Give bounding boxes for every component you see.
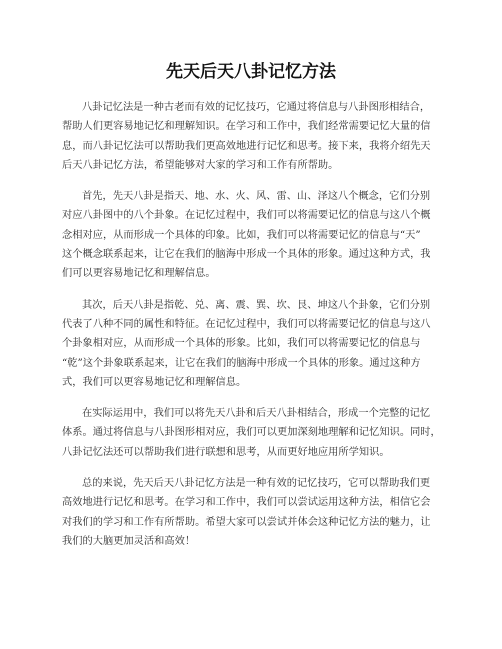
paragraph — [62, 474, 442, 551]
paragraph-line: 帮助人们更容易地记忆和理解知识。在学习和工作中，我们经常需要记忆大量的信 — [62, 121, 431, 133]
paragraph-line: 在实际运用中，我们可以将先天八卦和后天八卦相结合，形成一个完整的记忆 — [82, 408, 431, 420]
paragraph-line: 首先，先天八卦是指天、地、水、火、风、雷、山、泽这八个概念，它们分别 — [82, 191, 431, 203]
paragraph-line: 总的来说，先天后天八卦记忆方法是一种有效的记忆技巧，它可以帮助我们更 — [82, 478, 431, 490]
paragraph-line: 念相对应，从而形成一个具体的印象。比如，我们可以将需要记忆的信息与“天” — [62, 229, 421, 241]
paragraph-line: 八卦记忆法是一种古老而有效的记忆技巧，它通过将信息与八卦图形相结合， — [82, 102, 431, 113]
paragraph-line: 息，而八卦记忆法可以帮助我们更高效地进行记忆和思考。接下来，我将介绍先天 — [62, 140, 431, 152]
paragraph — [62, 296, 442, 392]
paragraph-line: 八卦记忆法还可以帮助我们进行联想和思考，从而更好地应用所学知识。 — [62, 446, 390, 458]
paragraph-line: “乾”这个卦象联系起来，让它在我们的脑海中形成一个具体的形象。通过这种方 — [62, 357, 421, 369]
document-body — [62, 98, 442, 563]
paragraph-line: 对我们的学习和工作有所帮助。希望大家可以尝试并体会这种记忆方法的魅力，让 — [62, 516, 431, 528]
paragraph-line: 我们的大脑更加灵活和高效！ — [62, 535, 196, 547]
document-title: 先天后天八卦记忆方法 — [166, 62, 336, 82]
paragraph — [62, 404, 442, 462]
paragraph — [62, 187, 442, 283]
paragraph-line: 个卦象相对应，从而形成一个具体的形象。比如，我们可以将需要记忆的信息与 — [62, 338, 421, 350]
paragraph-line: 们可以更容易地记忆和理解信息。 — [62, 268, 216, 280]
paragraph-line: 高效地进行记忆和思考。在学习和工作中，我们可以尝试运用这种方法，相信它会 — [62, 497, 431, 509]
paragraph-line: 体系。通过将信息与八卦图形相对应，我们可以更加深刻地理解和记忆知识。同时， — [62, 427, 441, 439]
paragraph-line: 代表了八种不同的属性和特征。在记忆过程中，我们可以将需要记忆的信息与这八 — [62, 318, 431, 330]
paragraph-line: 后天八卦记忆方法，希望能够对大家的学习和工作有所帮助。 — [62, 159, 339, 171]
paragraph-line: 这个概念联系起来，让它在我们的脑海中形成一个具体的形象。通过这种方式，我 — [62, 249, 431, 261]
paragraph-line: 式，我们可以更容易地记忆和理解信息。 — [62, 376, 247, 388]
paragraph-line: 其次，后天八卦是指乾、兑、离、震、巽、坎、艮、坤这八个卦象，它们分别 — [82, 299, 431, 311]
paragraph — [62, 98, 442, 175]
paragraph-line: 对应八卦图中的八个卦象。在记忆过程中，我们可以将需要记忆的信息与这八个概 — [62, 210, 431, 222]
